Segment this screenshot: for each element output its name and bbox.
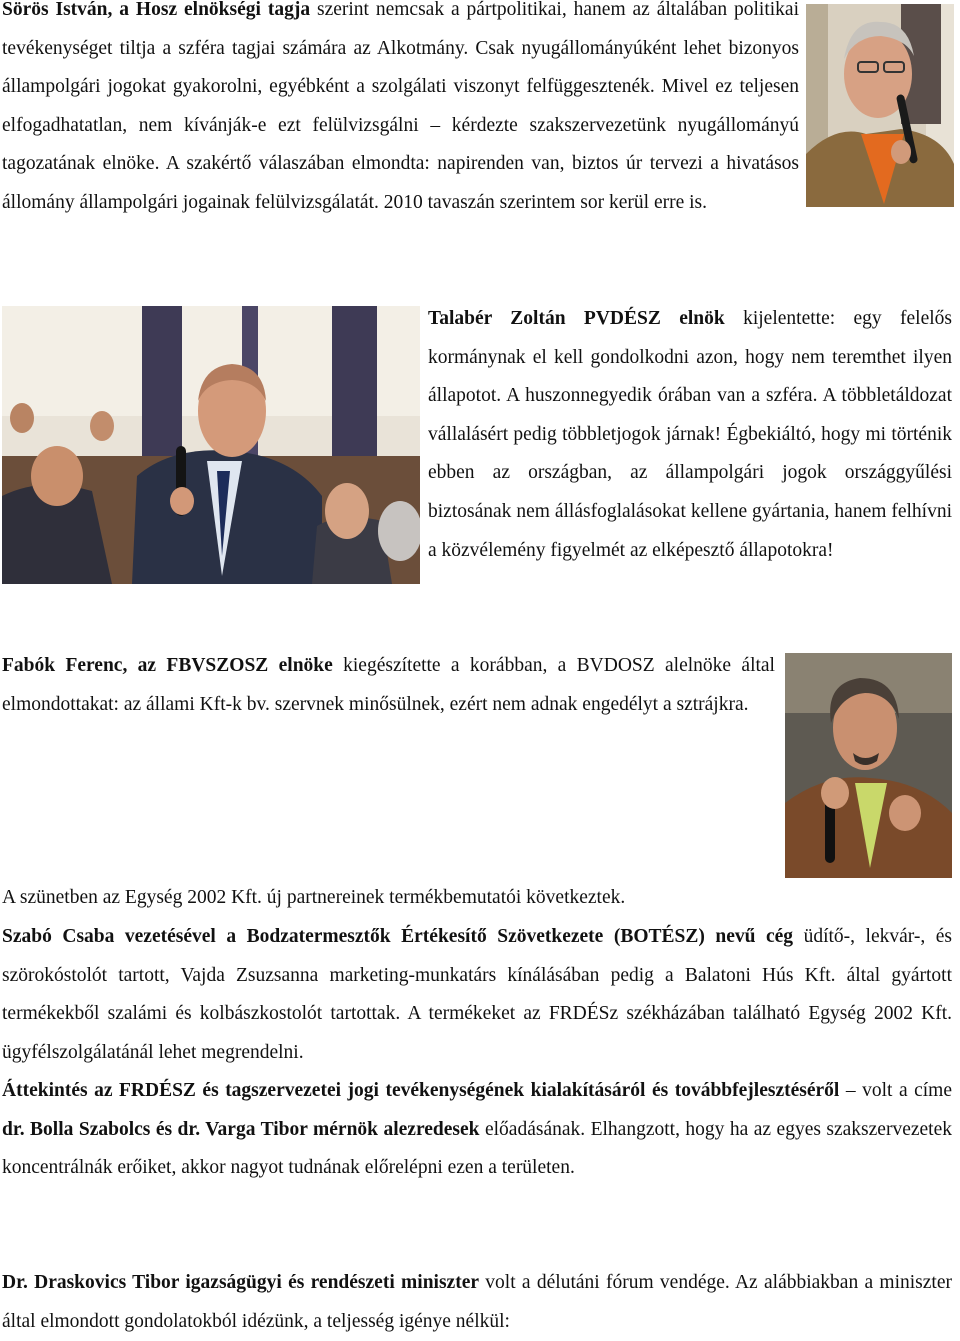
lecture-title: Áttekintés az FRDÉSZ és tagszervezetei jogi tevékenységének kialakításáról és továbbfejlesztéséről xyxy=(2,1080,840,1101)
paragraph-text: előadásának. Elhangzott, hogy ha az egyes szakszervezetek koncentrálnák erőiket, akkor nagyot tudnának előrelépni ezen a területen. xyxy=(2,1118,952,1179)
paragraph-text: volt a délutáni fórum vendége. Az alábbiakban a miniszter által elmondott gondolatokból idézünk, a teljesség igénye nélkül: xyxy=(2,1272,952,1332)
bold-lead: Szabó Csaba vezetésével a Bodzatermesztők Értékesítő Szövetkezete (BOTÉSZ) nevű cég xyxy=(2,926,794,947)
photo-speaker-microphone xyxy=(806,4,954,207)
paragraph-talaber xyxy=(428,300,952,570)
speaker-name: Sörös István, a Hosz elnökségi tagja xyxy=(2,0,311,20)
paragraph-text: szerint nemcsak a pártpolitikai, hanem az általában politikai tevékenységet tiltja a szféra tagjai számára az Alkotmány. Csak nyugállományúként lehet bizonyos állampolgári jogokat gyakorolni, egyébként a szolgálati viszonyt felfüggesztenék. Mivel ez teljesen elfogadhatatlan, nem kívánják-e ezt felülvizsgálni – kérdezte szakszervezetünk nyugállományú tagozatának elnöke. A szakértő válaszában elmondta: napirenden van, biztos úr tervezi a hivatásos állomány állampolgári jogainak felülvizsgálatát. 2010 tavaszán szerintem sor kerül erre is. xyxy=(2,0,799,213)
paragraph-draskovics xyxy=(2,1264,952,1341)
speaker-name: Fabók Ferenc, az FBVSZOSZ elnöke xyxy=(2,655,333,676)
paragraph-text: A szünetben az Egység 2002 Kft. új partnereinek termékbemutatói következtek. xyxy=(2,887,626,908)
lecturer-names: dr. Bolla Szabolcs és dr. Varga Tibor mérnök alezredesek xyxy=(2,1118,480,1140)
paragraph-text: – volt a címe xyxy=(839,1080,953,1101)
speaker-name: Dr. Draskovics Tibor igazságügyi és rendészeti miniszter xyxy=(2,1272,480,1293)
paragraph-text: kijelentette: egy felelős kormánynak el kell gondolkodni azon, hogy nem teremthet ilyen állapotot. A huszonnegyedik órában van a szféra. A többletáldozat vállalásért pedig többletjogok járnak! Égbekiáltó, hogy mi történik ebben az országban, az állampolgári jogok országgyűlési biztosának nem állásfoglalásokat kellene gyártania, hanem felhívni a közvélemény figyelmét az elképesztő állapotokra! xyxy=(428,308,952,561)
photo-forum-audience xyxy=(2,306,420,584)
paragraph-szunet xyxy=(2,879,952,918)
paragraph-attekintes xyxy=(2,1072,952,1188)
paragraph-text: üdítő-, lekvár-, és szörokóstolót tartott, Vajda Zsuzsanna marketing-munkatárs kínálásában pedig a Balatoni Hús Kft. által gyártott termékekből szalámi és kolbászkostolót tartottak. A termékeket az FRDÉSz székházában található Egység 2002 Kft. ügyfélszolgálatánál lehet megrendelni. xyxy=(2,926,952,1063)
speaker-name: Talabér Zoltán PVDÉSZ elnök xyxy=(428,308,725,329)
paragraph-fabok xyxy=(2,647,775,724)
paragraph-botesz xyxy=(2,918,952,1072)
photo-speaker-gesturing xyxy=(785,653,952,878)
paragraph-text: kiegészítette a korábban, a BVDOSZ alelnöke által elmondottakat: az állami Kft-k bv. szervnek minősülnek, ezért nem adnak engedélyt a sztrájkra. xyxy=(2,655,775,715)
paragraph-soros xyxy=(2,0,799,223)
